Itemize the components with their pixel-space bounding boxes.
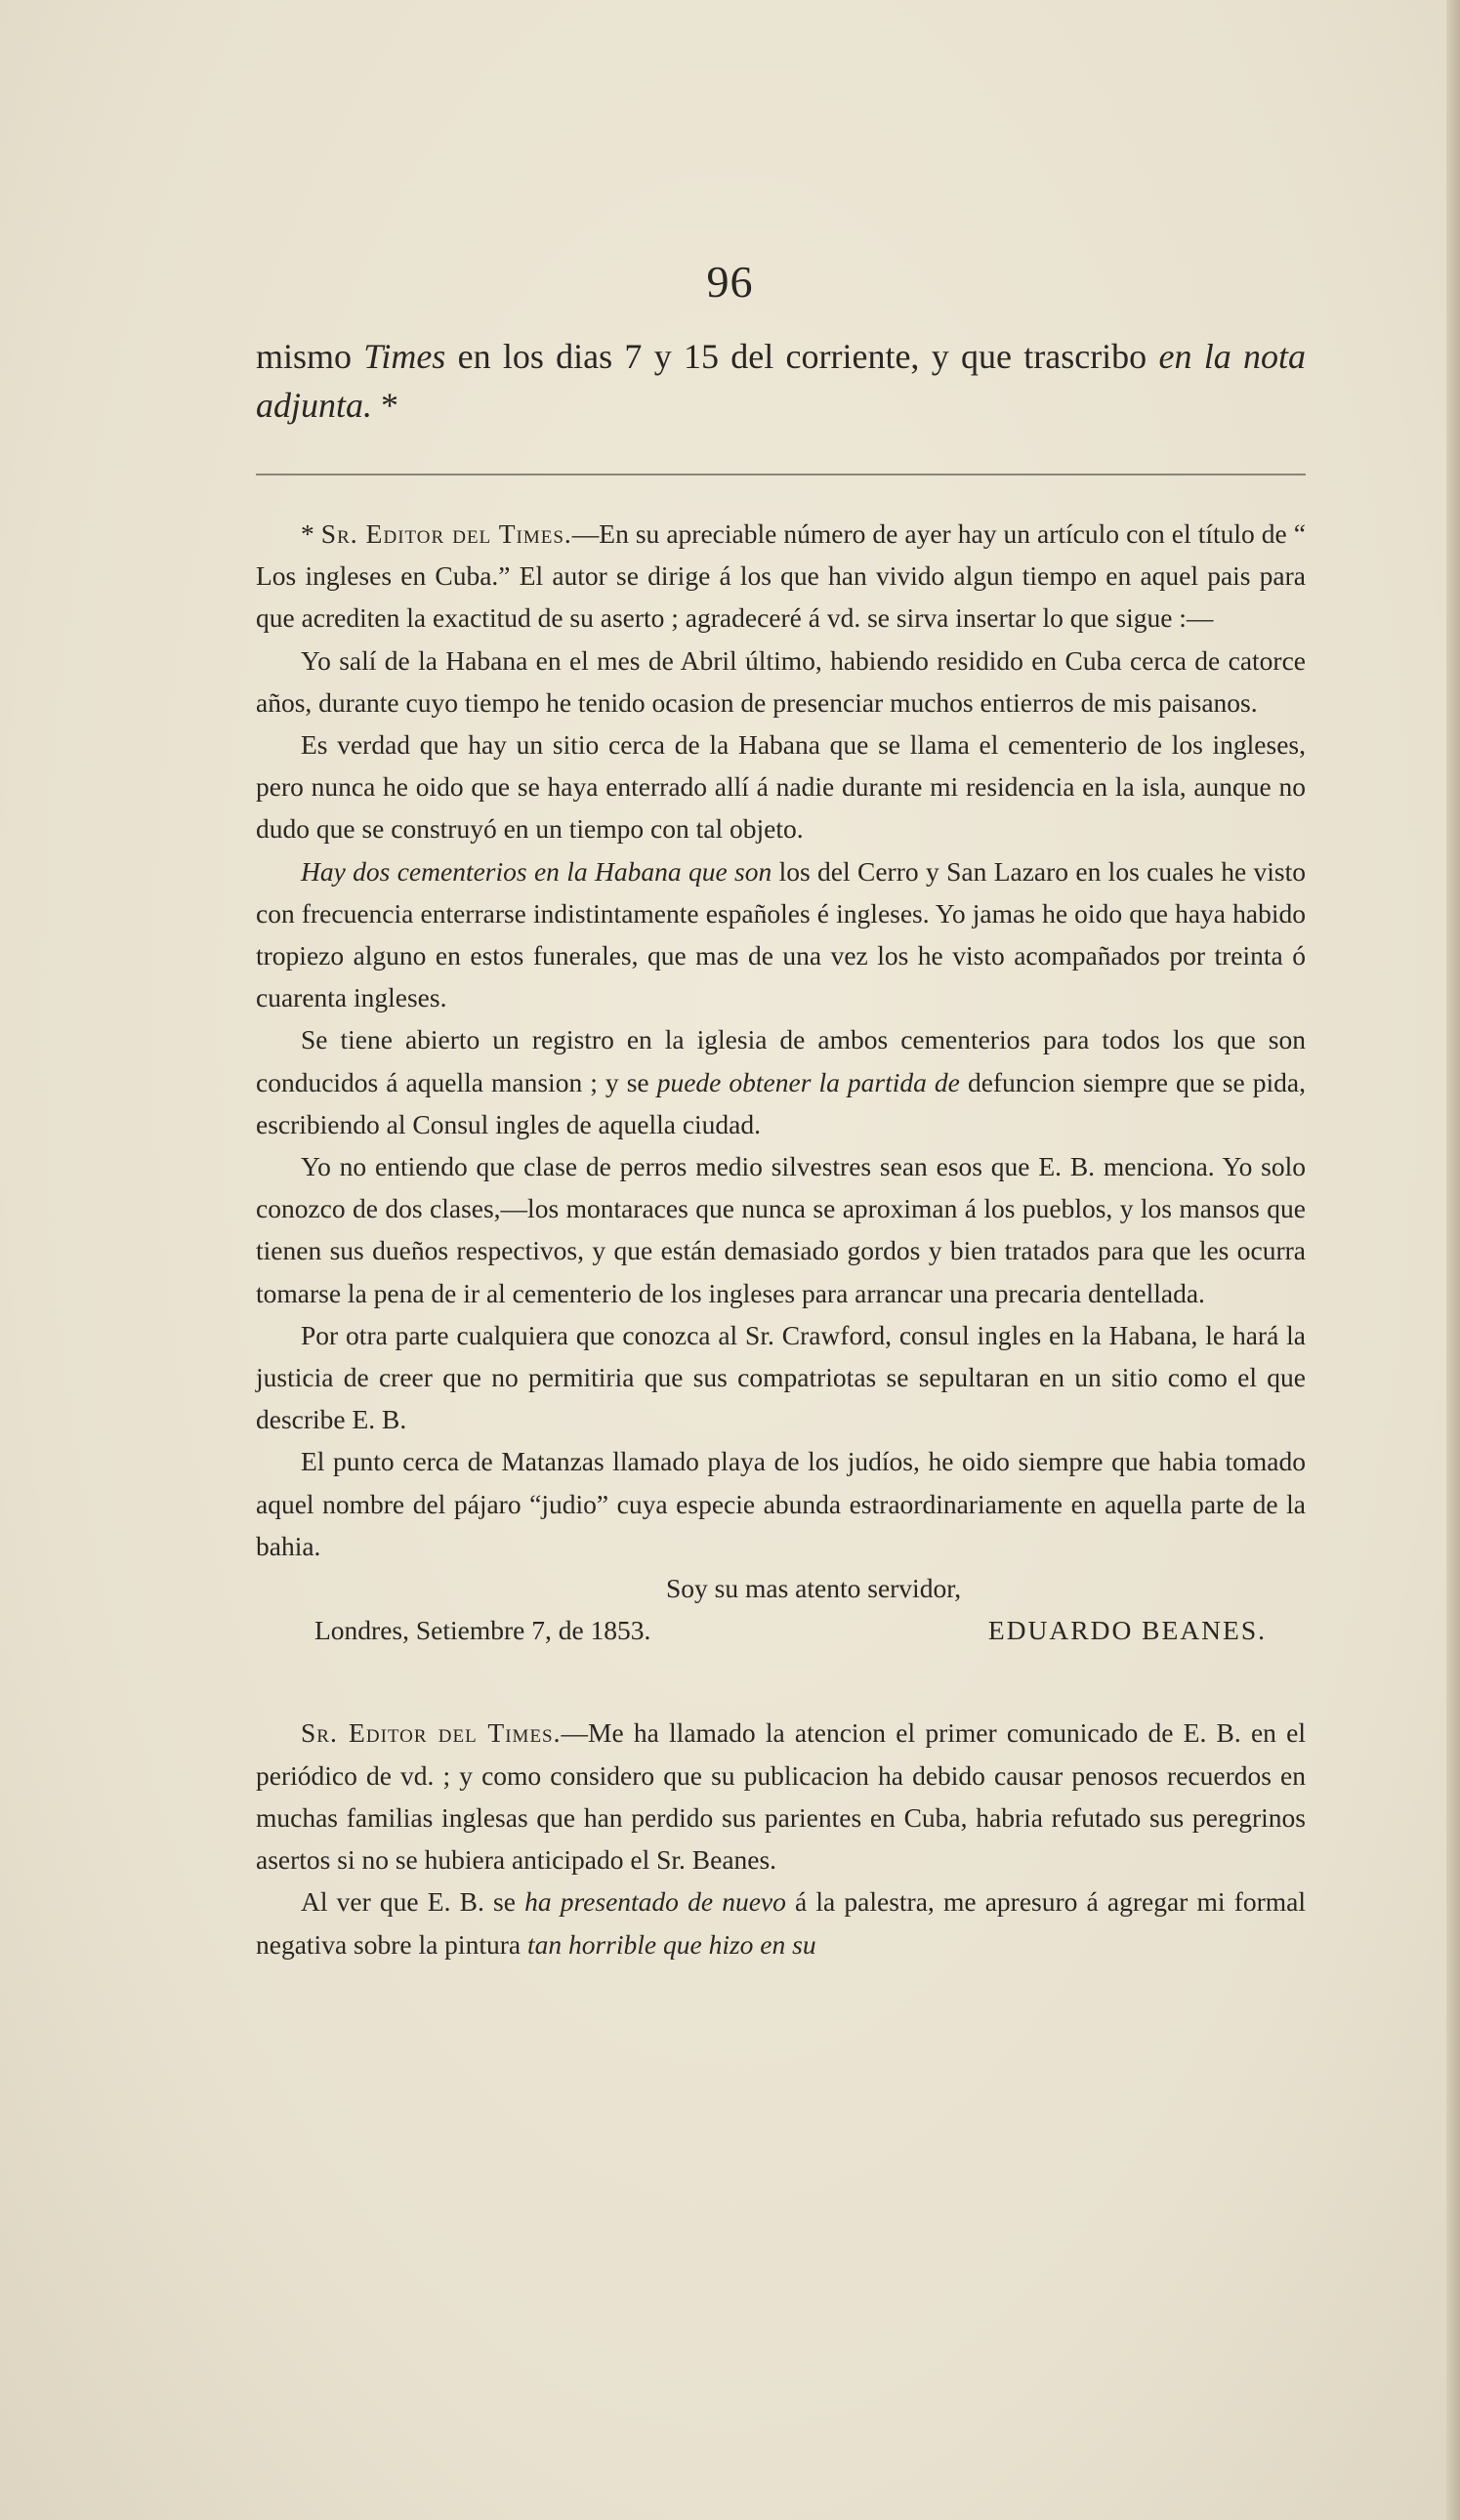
text-run: en los dias 7 y 15 del corriente, y que trascribo xyxy=(445,337,1147,376)
text-run: Se tiene abierto un registro en la iglesia de ambos cementerios para todos los que son conducidos á aquella mansion ; y se xyxy=(256,1024,1306,1097)
footnote xyxy=(256,513,1306,1965)
salutation: Sr. Editor del Times. xyxy=(301,1717,562,1749)
letter2-intro xyxy=(256,1712,1306,1880)
text-run: —Me ha llamado la atencion el primer comunicado de E. B. en el periódico de vd. ; y como considero que su publicacion ha debido causar penosos recuerdos en muchas familias inglesas que han perdido sus parientes en Cuba, habria refutado sus peregrinos asertos si no se hubiera anticipado el Sr. Beanes. xyxy=(256,1717,1306,1876)
spacer xyxy=(256,1651,1306,1712)
signature: EDUARDO BEANES. xyxy=(987,1615,1267,1646)
footnote-rule xyxy=(256,474,1306,475)
letter2-paragraph xyxy=(256,1880,1306,1964)
text-run: mismo xyxy=(256,337,364,376)
date-signature-row xyxy=(256,1609,1306,1651)
text-italic: puede obtener la partida de xyxy=(656,1066,960,1097)
text-italic: Hay dos cementerios en la Habana que son xyxy=(301,855,772,887)
letter1-paragraph: Por otra parte cualquiera que conozca al Sr. Crawford, consul ingles en la Habana, le hará la justicia de creer que no permitiria que sus compatriotas se sepultaran en un sitio como el que describe E. B. xyxy=(256,1319,1306,1435)
letter-date: Londres, Setiembre 7, de 1853. xyxy=(314,1615,651,1646)
main-text xyxy=(256,332,1306,430)
footnote-mark: * xyxy=(301,518,321,549)
letter1-intro xyxy=(256,513,1306,640)
page-edge xyxy=(1446,0,1460,2520)
letter1-paragraph: Yo no entiendo que clase de perros medio silvestres sean esos que E. B. menciona. Yo solo conozco de dos clases,—los montaraces que nunca se aproximan á los pueblos, y los mansos que tienen sus dueños respectivos, y que están demasiado gordos y bien tratados para que les ocurra tomarse la pena de ir al cementerio de los ingleses para arrancar una precaria dentellada. xyxy=(256,1151,1306,1308)
footnote-mark: * xyxy=(372,386,399,425)
text-run: defuncion siempre que se pida, escribiendo al Consul ingles de aquella ciudad. xyxy=(256,1066,1306,1139)
letter1-paragraph xyxy=(256,1018,1306,1145)
page-number: 96 xyxy=(706,257,754,307)
text-italic: tan horrible que hizo en su xyxy=(526,1928,816,1960)
salutation: Sr. Editor del Times. xyxy=(320,518,572,549)
closing-line: Soy su mas atento servidor, xyxy=(666,1573,962,1604)
letter1-paragraph xyxy=(256,850,1306,1019)
text-run: —En su apreciable número de ayer hay un artículo con el título de “ Los ingleses en Cuba.” El autor se dirige á los que han vivido algun tiempo en aquel pais para que acrediten la exactitud de su aserto ; agradeceré á vd. se sirva insertar lo que sigue :— xyxy=(256,518,1306,634)
times-italic: Times xyxy=(363,337,446,376)
text-italic: en la nota adjunta. xyxy=(256,337,1307,425)
letter1-paragraph: Yo salí de la Habana en el mes de Abril último, habiendo residido en Cuba cerca de catorce años, durante cuyo tiempo he tenido ocasion de presenciar muchos entierros de mis paisanos. xyxy=(256,644,1306,718)
main-paragraph xyxy=(256,332,1306,430)
letter1-paragraph: El punto cerca de Matanzas llamado playa de los judíos, he oido siempre que habia tomado aquel nombre del pájaro “judio” cuya especie abunda estraordinariamente en aquella parte de la bahia. xyxy=(256,1446,1306,1561)
text-run: á la palestra, me apresuro á agregar mi formal negativa sobre la pintura xyxy=(256,1886,1306,1960)
text-italic: ha presentado de nuevo xyxy=(524,1886,786,1918)
text-run: Al ver que E. B. se xyxy=(301,1886,525,1918)
text-run: los del Cerro y San Lazaro en los cuales he visto con frecuencia enterrarse indistintamente españoles é ingleses. Yo jamas he oido que haya habido tropiezo alguno en estos funerales, que mas de una vez los he visto acompañados por treinta ó cuarenta ingleses. xyxy=(256,855,1306,1013)
letter1-paragraph: Es verdad que hay un sitio cerca de la Habana que se llama el cementerio de los ingleses, pero nunca he oido que se haya enterrado allí á nadie durante mi residencia en la isla, aunque no dudo que se construyó en un tiempo con tal objeto. xyxy=(256,729,1306,845)
